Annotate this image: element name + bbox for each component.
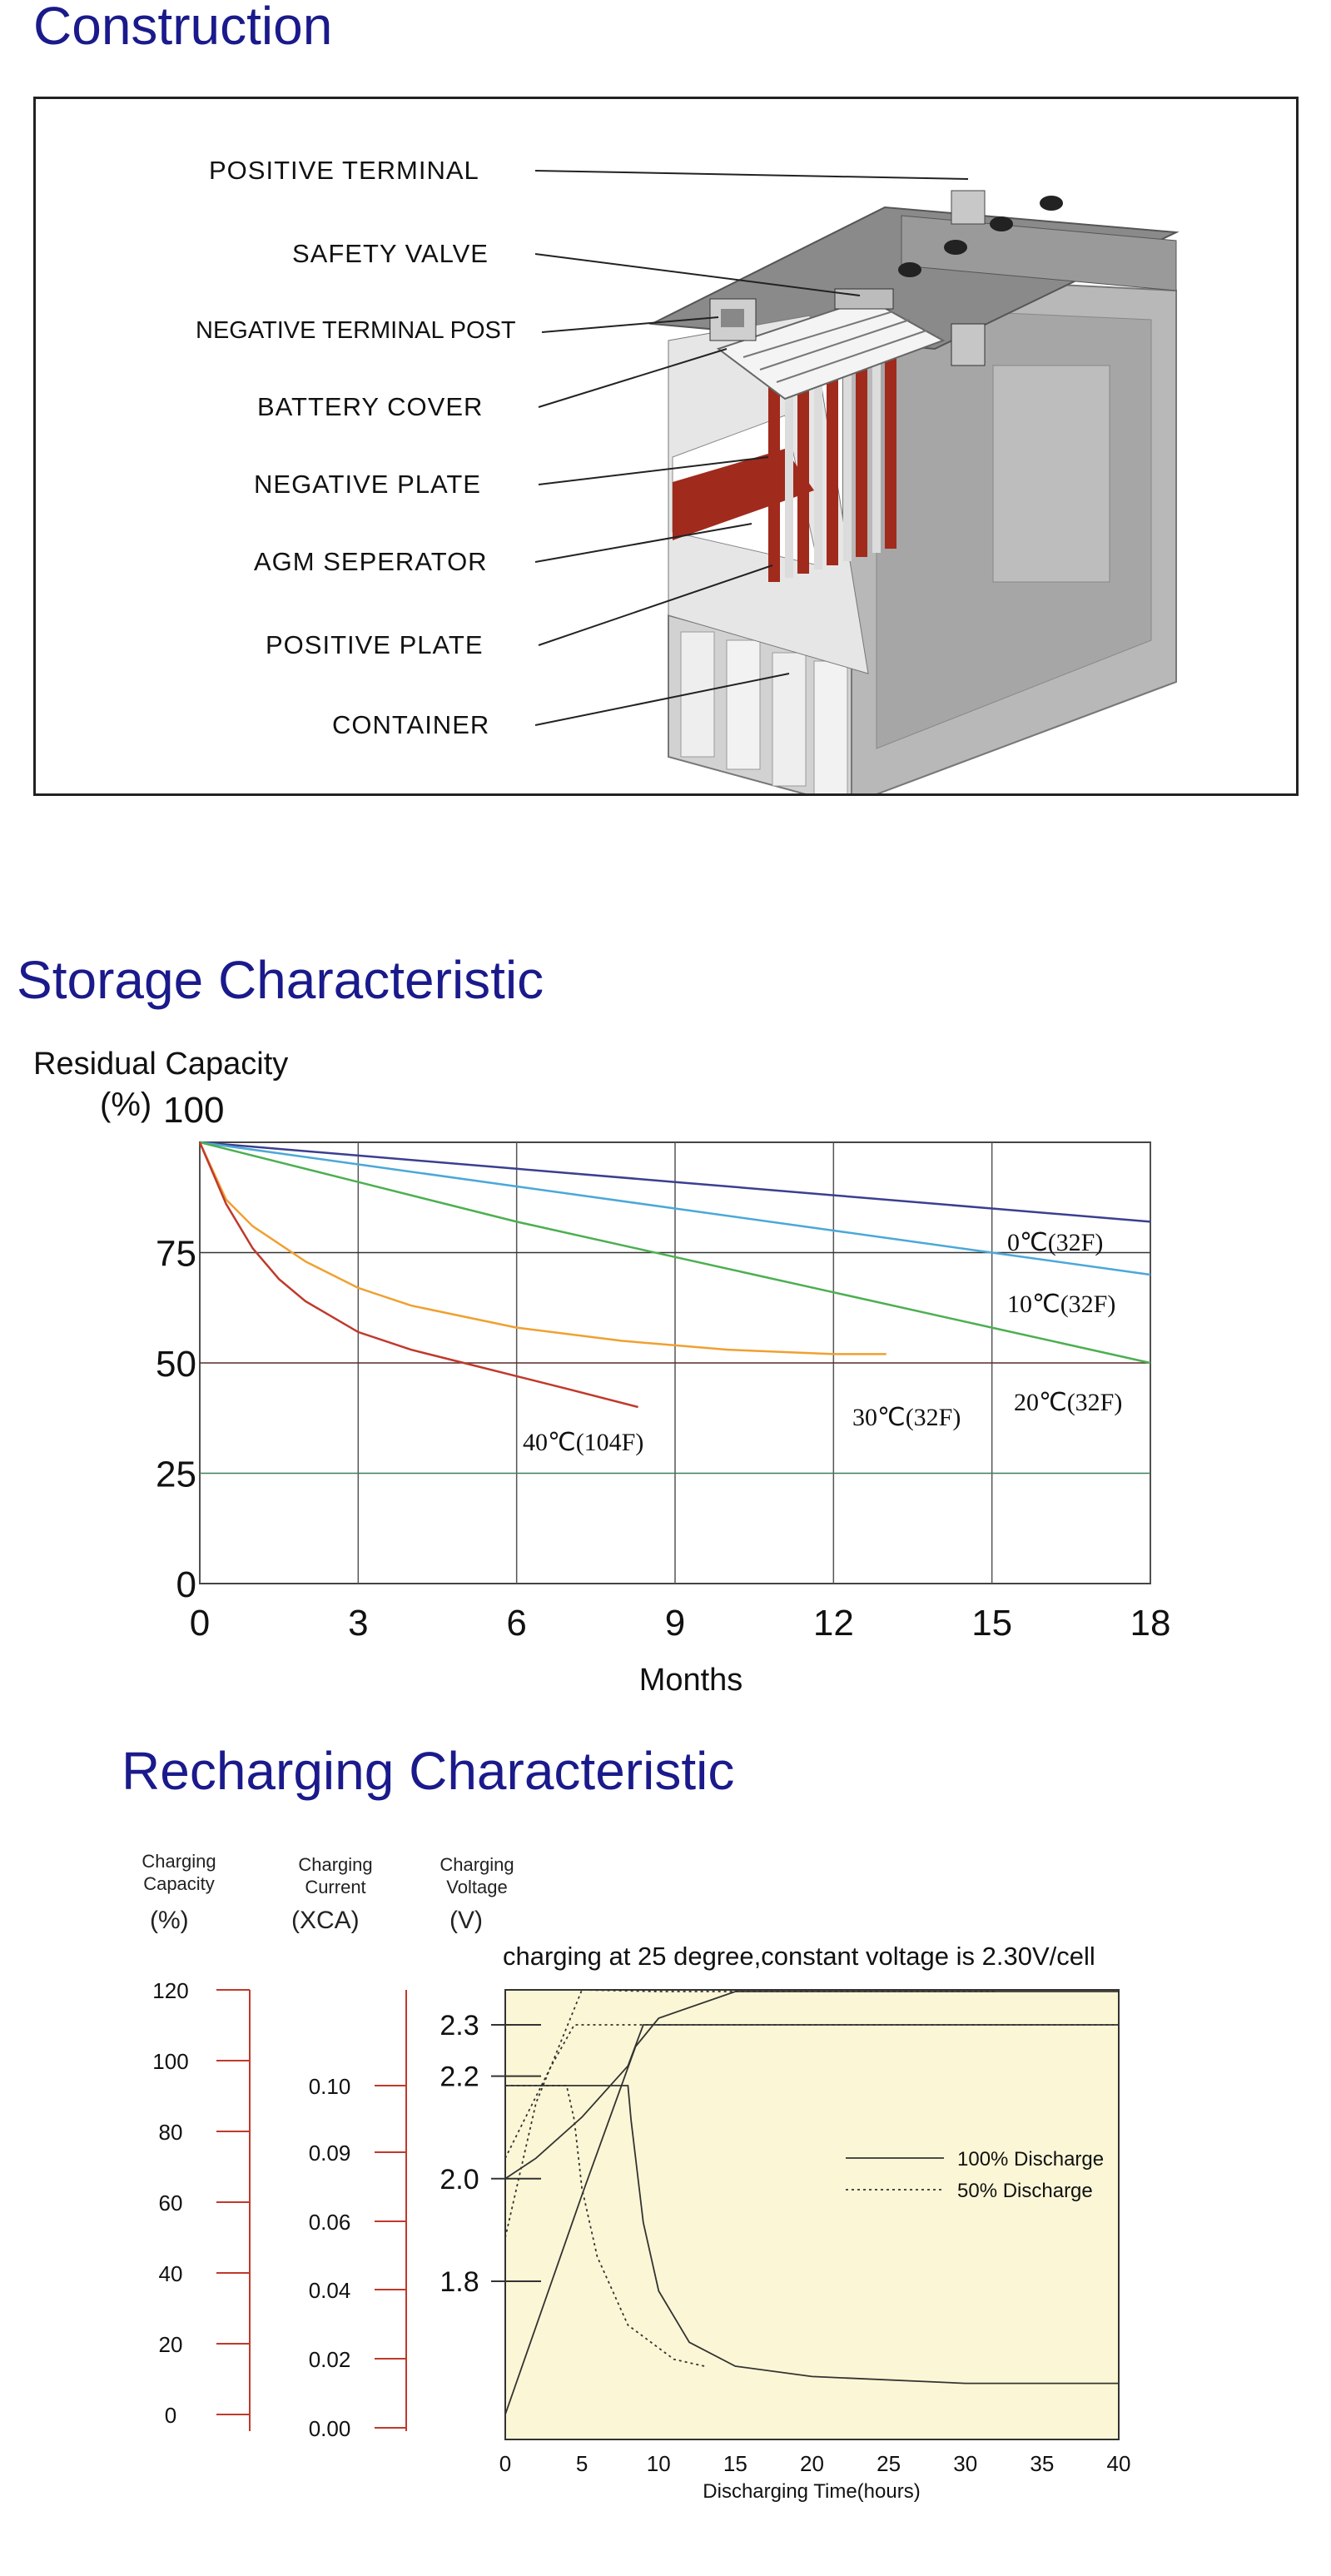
capacity-tick-label: 100	[152, 2049, 189, 2074]
charging-capacity-head: Charging Capacity	[142, 1851, 216, 1894]
storage-xtick-label: 15	[971, 1603, 1013, 1644]
storage-xlabel: Months	[638, 1663, 743, 1698]
storage-ticks	[156, 1090, 1170, 1644]
recharge-xtick-label: 35	[1030, 2451, 1055, 2476]
storage-ytick-label: 75	[156, 1233, 196, 1275]
capacity-tick-label: 120	[152, 1978, 189, 2003]
capacity-tick-label: 20	[158, 2332, 183, 2357]
label-safety-valve: SAFETY VALVE	[292, 239, 489, 268]
charging-current-unit: (XCA)	[291, 1907, 360, 1934]
current-tick-label: 0.00	[308, 2416, 351, 2441]
storage-ytick-label: 50	[156, 1344, 196, 1385]
storage-ylabel: Residual Capacity	[33, 1047, 289, 1082]
recharge-xtick-label: 20	[800, 2451, 824, 2476]
storage-xtick-label: 6	[506, 1603, 527, 1644]
label-positive-terminal: POSITIVE TERMINAL	[209, 156, 479, 185]
charging-voltage-unit: (V)	[449, 1907, 483, 1934]
recharge-plot-area	[505, 1990, 1119, 2439]
label-container: CONTAINER	[332, 710, 490, 739]
storage-xtick-label: 12	[812, 1603, 854, 1644]
voltage-tick-label: 2.2	[440, 2061, 479, 2093]
recharge-xlabel: Discharging Time(hours)	[703, 2480, 921, 2503]
recharge-xtick-label: 0	[499, 2451, 512, 2476]
capacity-tick-label: 60	[158, 2191, 183, 2215]
legend-label: 100% Discharge	[957, 2148, 1105, 2171]
label-negative-terminal-post: NEGATIVE TERMINAL POST	[196, 317, 516, 344]
recharge-xtick-label: 15	[723, 2451, 747, 2476]
charging-capacity-unit: (%)	[150, 1907, 189, 1934]
storage-series-label: 0℃(32F)	[1007, 1229, 1104, 1256]
construction-diagram-frame	[33, 97, 1299, 796]
storage-series-line	[200, 1142, 638, 1407]
storage-series-line	[200, 1142, 887, 1354]
storage-series-label: 30℃(32F)	[852, 1404, 961, 1431]
storage-series-label: 20℃(32F)	[1014, 1389, 1123, 1416]
storage-series-label: 10℃(32F)	[1007, 1290, 1116, 1318]
storage-xtick-label: 3	[348, 1603, 369, 1644]
charging-voltage-head: Charging Voltage	[440, 1854, 514, 1897]
capacity-tick-label: 0	[164, 2403, 177, 2428]
current-tick-label: 0.06	[308, 2210, 351, 2235]
recharge-chart	[0, 1940, 1331, 2539]
current-tick-label: 0.09	[308, 2141, 351, 2166]
recharging-title: Recharging Characteristic	[122, 1741, 735, 1801]
storage-xtick-label: 9	[664, 1603, 686, 1644]
storage-ytick-label: 0	[176, 1564, 196, 1605]
capacity-tick-label: 80	[158, 2120, 183, 2145]
charging-current-head: Charging Current	[298, 1854, 373, 1897]
current-tick-label: 0.02	[308, 2347, 351, 2372]
recharge-xtick-label: 30	[953, 2451, 978, 2476]
storage-chart	[0, 1024, 1331, 1773]
voltage-tick-label: 1.8	[440, 2266, 479, 2298]
capacity-tick-label: 40	[158, 2261, 183, 2286]
recharge-xtick-label: 5	[575, 2451, 589, 2476]
recharge-xtick-label: 10	[646, 2451, 671, 2476]
storage-ytick-label: 100	[163, 1090, 225, 1131]
storage-ytick-label: 25	[156, 1454, 196, 1495]
voltage-tick-label: 2.3	[440, 2010, 479, 2041]
legend-label: 50% Discharge	[957, 2180, 1093, 2202]
recharge-note: charging at 25 degree,constant voltage is 2.30V/cell	[503, 1942, 1095, 1971]
battery-cutaway-illustration	[36, 99, 1296, 793]
label-positive-plate: POSITIVE PLATE	[266, 630, 484, 659]
label-negative-plate: NEGATIVE PLATE	[254, 470, 481, 499]
current-tick-label: 0.10	[308, 2074, 351, 2099]
storage-title: Storage Characteristic	[17, 950, 544, 1010]
storage-yunit: (%)	[100, 1087, 152, 1123]
voltage-tick-label: 2.0	[440, 2163, 479, 2196]
construction-title: Construction	[33, 0, 333, 56]
label-battery-cover: BATTERY COVER	[257, 392, 484, 421]
storage-xtick-label: 18	[1130, 1603, 1171, 1644]
storage-xtick-label: 0	[189, 1603, 211, 1644]
recharge-xtick-label: 25	[877, 2451, 901, 2476]
storage-series-label: 40℃(104F)	[523, 1429, 644, 1456]
current-tick-label: 0.04	[308, 2278, 351, 2303]
recharge-xtick-label: 40	[1106, 2451, 1131, 2476]
label-agm-seperator: AGM SEPERATOR	[254, 547, 488, 576]
